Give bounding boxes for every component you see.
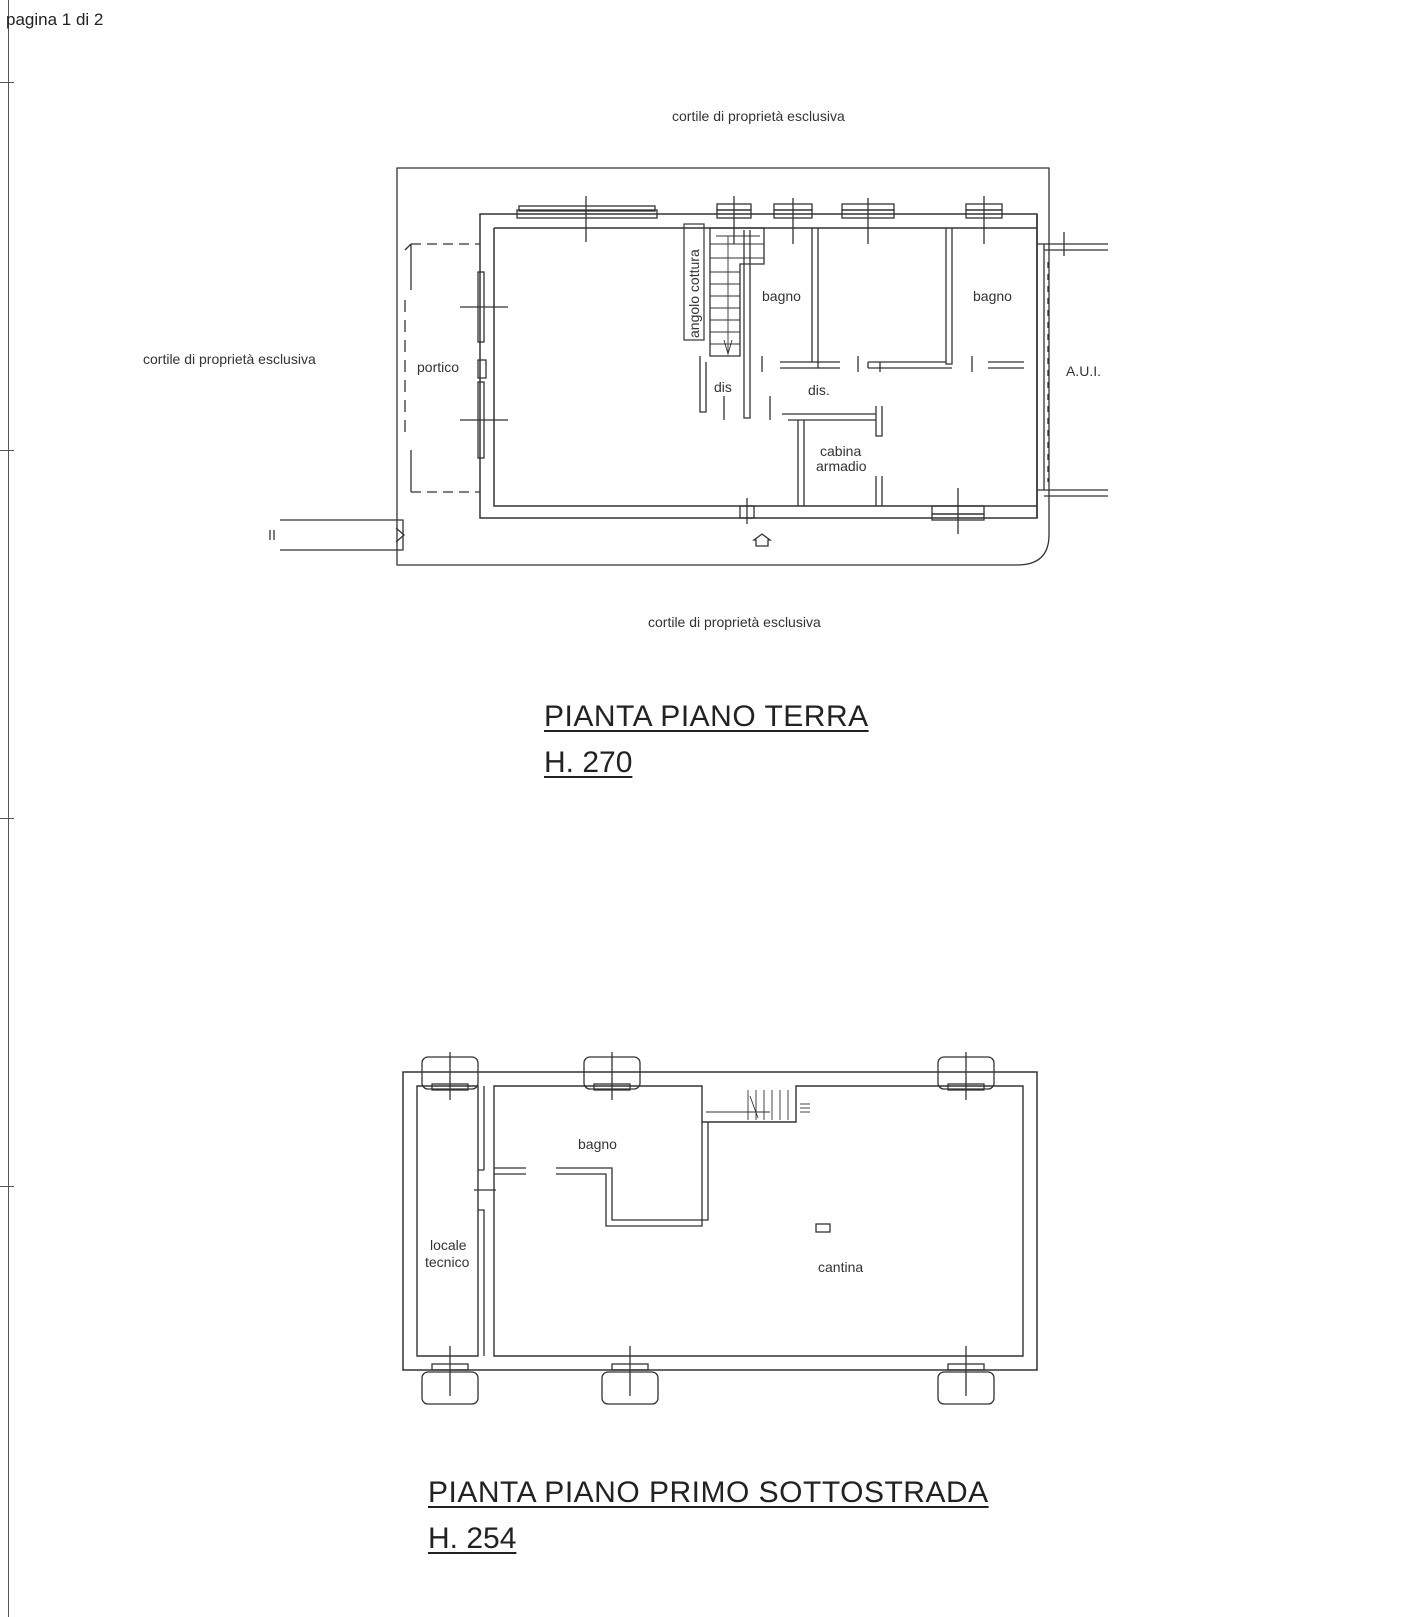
entrance-ramp [280,520,403,550]
room-label-closet-1: cabina [820,443,862,459]
courtyard-label-left: cortile di proprietà esclusiva [143,351,316,367]
room-label-tech-2: tecnico [425,1254,470,1270]
room-label-bath-2: bagno [973,288,1012,304]
staircase [710,228,764,356]
partition-wall [812,228,818,362]
cellar-walls [494,1086,1023,1356]
entry-arrow-icon [754,534,770,546]
partition-wall [782,414,876,420]
basement-stairs [706,1090,810,1120]
basement-title: PIANTA PIANO PRIMO SOTTOSTRADA [428,1476,989,1509]
room-label-bath-1: bagno [762,288,801,304]
partition-wall [946,228,952,364]
room-label-dis-2: dis. [808,382,830,398]
courtyard-label-bottom: cortile di proprietà esclusiva [648,614,821,630]
adjoining-wall [1037,244,1044,490]
room-label-basement-bath: bagno [578,1136,617,1152]
exterior-wall-outer [480,214,1037,518]
room-label-portico: portico [417,359,460,375]
ground-floor-title: PIANTA PIANO TERRA [544,700,869,733]
tech-room-walls [417,1086,478,1356]
room-label-tech-1: locale [430,1237,467,1253]
drain-icon [816,1224,830,1232]
ground-floor-plan [270,168,1108,565]
exterior-wall-outer [403,1072,1037,1370]
room-label-closet-2: armadio [816,458,867,474]
partition-wall [700,356,706,412]
room-label-aui: A.U.I. [1066,363,1102,379]
ground-floor-height: H. 270 [544,746,633,779]
basement-height: H. 254 [428,1522,517,1555]
page-number: pagina 1 di 2 [6,10,104,29]
room-label-cellar: cantina [818,1259,864,1275]
partition-wall [494,1168,526,1174]
room-label-kitchen: angolo cottura [686,249,702,338]
basement-plan [403,1052,1037,1404]
courtyard-label-top: cortile di proprietà esclusiva [672,108,845,124]
exterior-wall-inner [494,228,1037,506]
room-label-dis-1: dis [714,379,732,395]
